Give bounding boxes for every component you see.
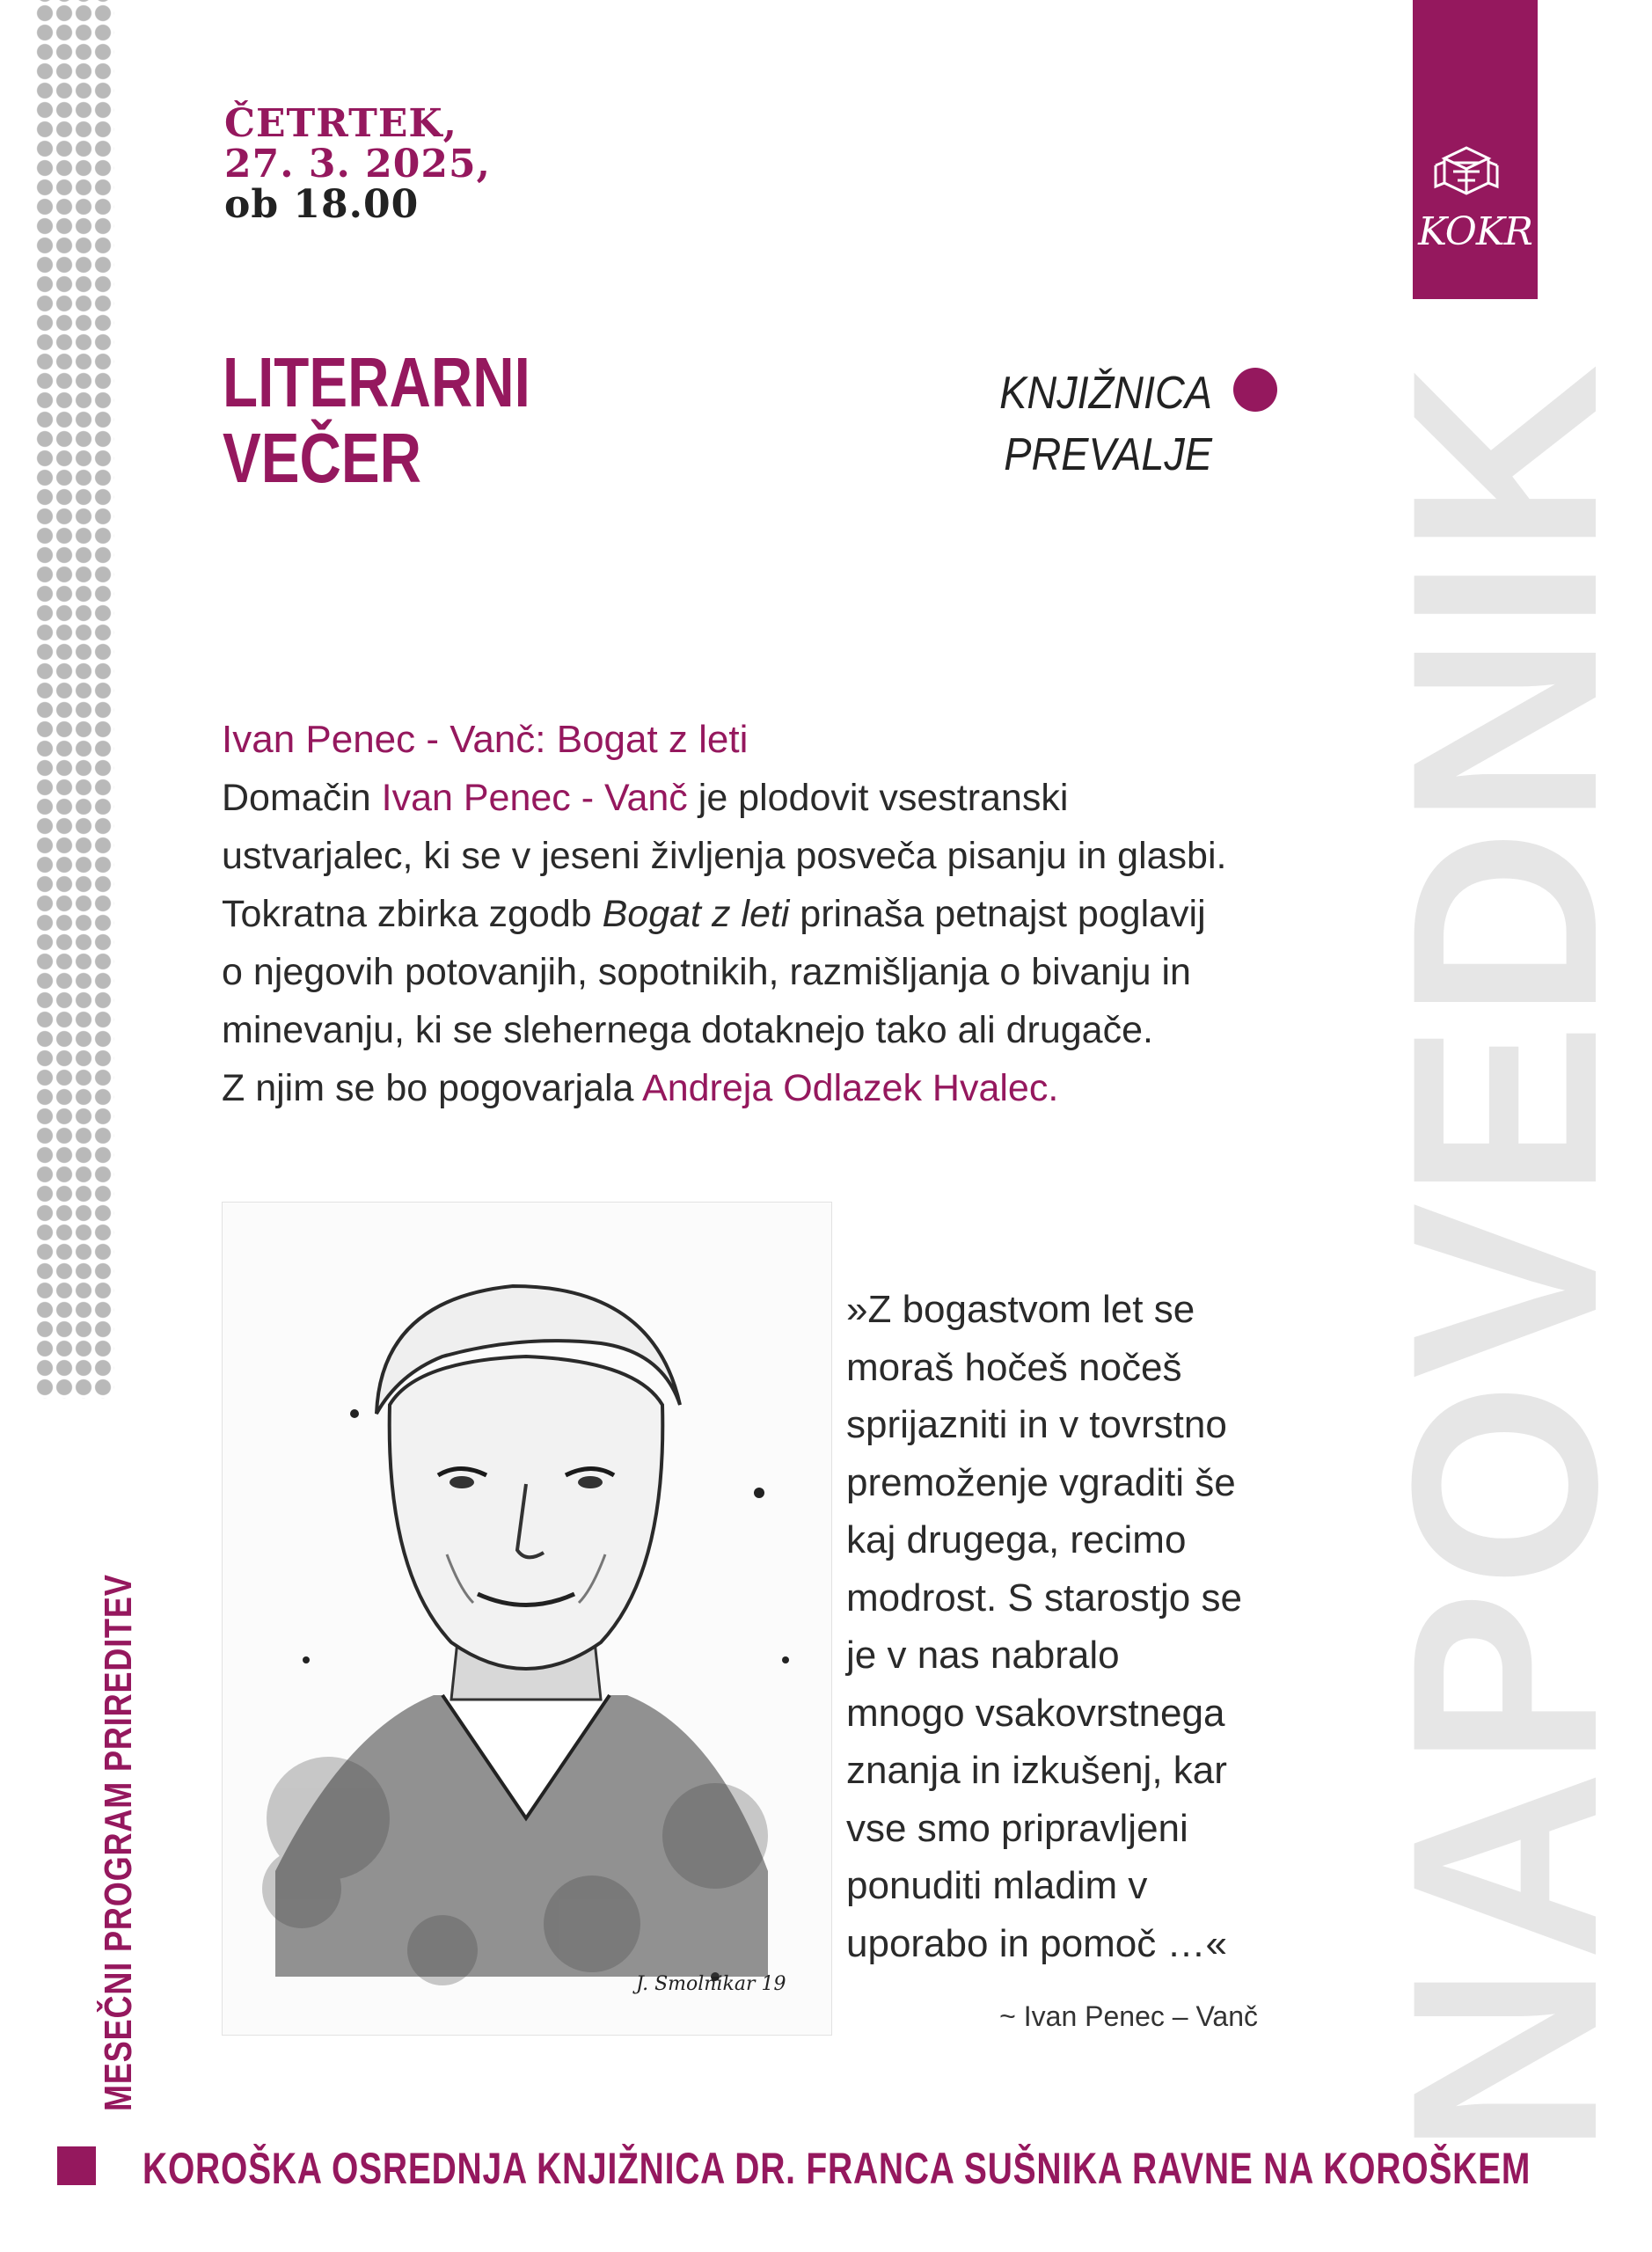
article-paragraph xyxy=(222,769,1312,1117)
event-title-line1: LITERARNI xyxy=(223,343,530,421)
quote-author: ~ Ivan Penec – Vanč xyxy=(999,2000,1258,2032)
text-span: je plodovit vsestranski xyxy=(687,777,1069,819)
text-span: Tokratna zbirka zgodb xyxy=(222,893,603,935)
quote-line: ponuditi mladim v xyxy=(846,1864,1148,1907)
portrait-signature: J. Smolnikar 19 xyxy=(636,1973,786,1995)
quote-line: moraš hočeš nočeš xyxy=(846,1345,1182,1389)
quote-line: kaj drugega, recimo xyxy=(846,1518,1187,1561)
quote-line: vse smo pripravljeni xyxy=(846,1806,1188,1850)
quote-line: sprijazniti in v tovrstno xyxy=(846,1403,1227,1446)
side-label: MESEČNI PROGRAM PRIREDITEV xyxy=(97,1574,140,2111)
event-title xyxy=(223,345,530,496)
moderator-name: Andreja Odlazek Hvalec. xyxy=(642,1067,1059,1109)
text-span: prinaša petnajst poglavij xyxy=(789,893,1206,935)
quote-line: modrost. S starostjo se xyxy=(846,1576,1242,1620)
author-portrait xyxy=(222,1202,832,2036)
text-span: Z njim se bo pogovarjala xyxy=(222,1067,643,1109)
text-line: minevanju, ki se slehernega dotaknejo tako ali drugače. xyxy=(222,1009,1153,1051)
location-line2: PREVALJE xyxy=(1004,429,1212,480)
quote-line: znanja in izkušenj, kar xyxy=(846,1749,1227,1792)
portrait-sketch xyxy=(223,1203,831,2035)
article-subtitle: Ivan Penec - Vanč: Bogat z leti xyxy=(222,718,749,761)
quote-line: mnogo vsakovrstnega xyxy=(846,1691,1225,1735)
quote-line: »Z bogastvom let se xyxy=(846,1288,1195,1331)
quote-line: uporabo in pomoč …« xyxy=(846,1921,1227,1965)
text-span: Domačin xyxy=(222,777,382,819)
text-line: o njegovih potovanjih, sopotnikih, razmišljanja o bivanju in xyxy=(222,951,1191,993)
book-cross-icon xyxy=(1418,132,1532,220)
article-body xyxy=(222,711,1312,1117)
book-title: Bogat z leti xyxy=(602,893,790,935)
event-time: ob 18.00 xyxy=(224,182,420,227)
event-date-block xyxy=(224,101,491,227)
dot-pattern xyxy=(35,0,114,1399)
library-logo xyxy=(1413,0,1538,299)
location-dot-icon xyxy=(1233,368,1277,412)
quote-line: premoženje vgraditi še xyxy=(846,1460,1236,1504)
location-line1: KNJIŽNICA xyxy=(999,368,1212,419)
event-location xyxy=(961,362,1212,486)
text-line: ustvarjalec, ki se v jeseni življenja posveča pisanju in glasbi. xyxy=(222,835,1227,877)
quote-line: je v nas nabralo xyxy=(846,1634,1120,1677)
watermark-text: NAPOVEDNIK xyxy=(1356,360,1652,2155)
event-day: ČETRTEK, xyxy=(224,101,457,146)
event-title-line2: VEČER xyxy=(223,419,422,497)
event-date: 27. 3. 2025, xyxy=(224,142,491,186)
quote-block xyxy=(846,1281,1339,1972)
logo-text: KOKR xyxy=(1418,209,1532,254)
footer-library-name: KOROŠKA OSREDNJA KNJIŽNICA DR. FRANCA SUŠNIKA RAVNE NA KOROŠKEM xyxy=(143,2144,1531,2193)
author-name: Ivan Penec - Vanč xyxy=(381,777,688,819)
footer-square xyxy=(57,2146,96,2185)
